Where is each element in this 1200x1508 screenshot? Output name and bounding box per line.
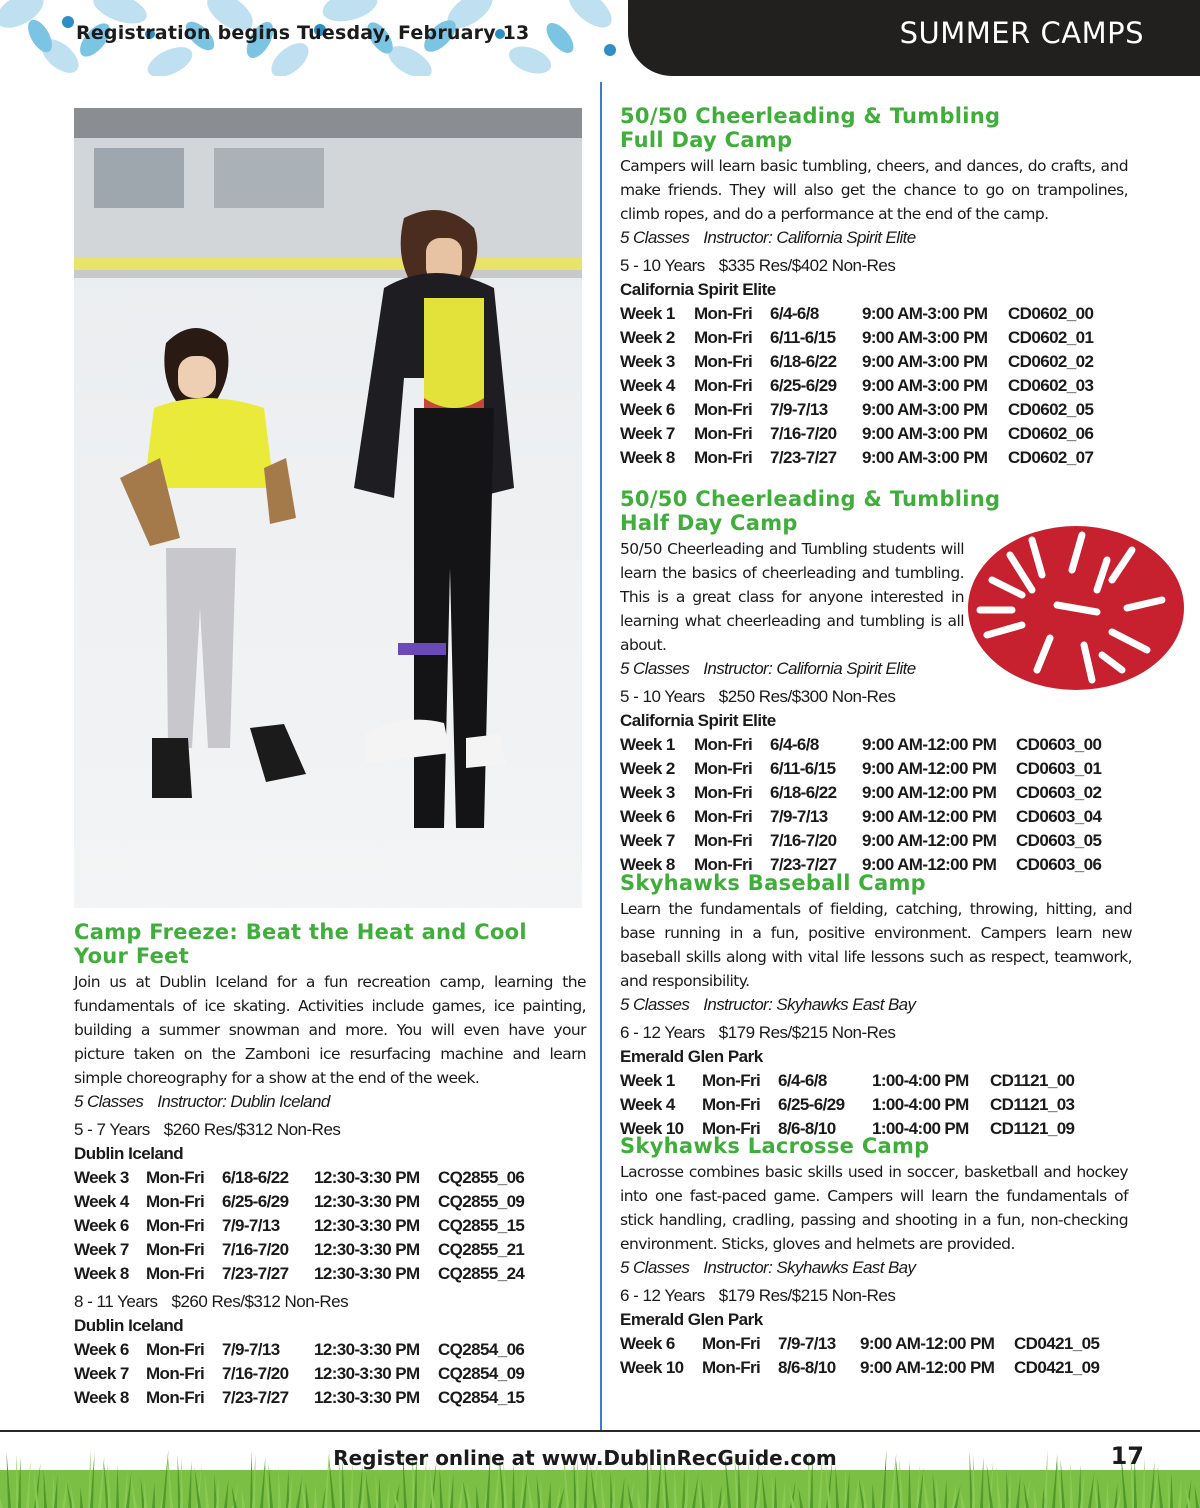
schedule-days: Mon-Fri [702,1071,761,1090]
schedule-row [620,1093,1074,1117]
schedule-week: Week 3 [74,1168,129,1187]
schedule-course-code[interactable]: CD0421_09 [1014,1358,1100,1377]
schedule-time: 12:30-3:30 PM [314,1168,420,1187]
cheer-full-day-section [620,104,1128,470]
schedule-dates: 7/16-7/20 [222,1364,289,1383]
schedule-row [74,1214,524,1238]
schedule-row [620,302,1093,326]
schedule-week: Week 8 [620,855,675,874]
schedule-time: 9:00 AM-3:00 PM [862,328,988,347]
schedule-days: Mon-Fri [146,1388,205,1407]
fee: $335 Res/$402 Non-Res [718,256,896,275]
pompom-image [962,520,1190,695]
schedule-course-code[interactable]: CD0602_01 [1008,328,1094,347]
schedule-week: Week 2 [620,759,675,778]
baseball-camp-title: Skyhawks Baseball Camp [620,871,927,895]
schedule-time: 9:00 AM-3:00 PM [862,352,988,371]
schedule-week: Week 6 [620,400,675,419]
schedule-days: Mon-Fri [694,448,753,467]
schedule-week: Week 2 [620,328,675,347]
schedule-week: Week 8 [74,1388,129,1407]
schedule-time: 9:00 AM-12:00 PM [862,759,997,778]
schedule-row [74,1338,524,1362]
age-and-fee [74,1290,586,1314]
schedule-row [620,1069,1074,1093]
camp-freeze-schedule [74,1118,586,1410]
registration-date-banner: Registration begins Tuesday, February 13 [76,22,530,44]
schedule-time: 1:00-4:00 PM [872,1119,969,1138]
schedule-course-code[interactable]: CQ2855_06 [438,1168,525,1187]
schedule-table [620,733,1101,877]
schedule-days: Mon-Fri [694,831,753,850]
schedule-days: Mon-Fri [694,424,753,443]
schedule-course-code[interactable]: CD0602_05 [1008,400,1094,419]
class-count: 5 Classes [74,1092,144,1111]
schedule-time: 12:30-3:30 PM [314,1388,420,1407]
schedule-days: Mon-Fri [694,855,753,874]
age-and-fee [620,254,1128,278]
schedule-time: 9:00 AM-3:00 PM [862,448,988,467]
instructor: Instructor: Dublin Iceland [157,1092,330,1111]
camp-freeze-class-info [74,1090,586,1114]
schedule-dates: 6/4-6/8 [778,1071,827,1090]
schedule-row [74,1238,524,1262]
schedule-row [74,1166,524,1190]
schedule-dates: 6/25-6/29 [222,1192,289,1211]
location: Emerald Glen Park [620,1310,763,1329]
schedule-week: Week 7 [74,1364,129,1383]
schedule-week: Week 4 [620,1095,675,1114]
location: Dublin Iceland [74,1144,184,1163]
schedule-dates: 6/18-6/22 [770,352,837,371]
location: Dublin Iceland [74,1316,184,1335]
schedule-course-code[interactable]: CD0421_05 [1014,1334,1100,1353]
schedule-time: 9:00 AM-3:00 PM [862,424,988,443]
schedule-week: Week 7 [620,424,675,443]
schedule-row [620,757,1101,781]
schedule-dates: 7/9-7/13 [770,807,828,826]
title-line-2: Your Feet [74,944,190,968]
age-range: 6 - 12 Years [620,1023,705,1042]
schedule-days: Mon-Fri [146,1168,205,1187]
schedule-dates: 6/18-6/22 [222,1168,289,1187]
title-line-2: Full Day Camp [620,128,793,152]
schedule-days: Mon-Fri [146,1340,205,1359]
schedule-time: 9:00 AM-3:00 PM [862,376,988,395]
schedule-dates: 6/11-6/15 [770,328,836,347]
schedule-days: Mon-Fri [702,1119,761,1138]
schedule-course-code[interactable]: CQ2855_21 [438,1240,525,1259]
schedule-course-code[interactable]: CQ2855_09 [438,1192,525,1211]
schedule-dates: 6/4-6/8 [770,735,819,754]
schedule-dates: 8/6-8/10 [778,1119,836,1138]
schedule-course-code[interactable]: CD0603_02 [1016,783,1102,802]
schedule-dates: 7/9-7/13 [778,1334,836,1353]
schedule-row [74,1190,524,1214]
column-divider [600,82,602,1430]
schedule-week: Week 10 [620,1119,684,1138]
schedule-dates: 7/23-7/27 [770,855,837,874]
schedule-days: Mon-Fri [694,304,753,323]
schedule-time: 12:30-3:30 PM [314,1364,420,1383]
lacrosse-camp-class-info [620,1256,1128,1280]
class-count: 5 Classes [620,1258,690,1277]
schedule-course-code[interactable]: CD0602_07 [1008,448,1094,467]
schedule-course-code[interactable]: CQ2854_15 [438,1388,525,1407]
schedule-row [74,1262,524,1286]
title-line-1: 50/50 Cheerleading & Tumbling [620,104,1001,128]
schedule-row [620,733,1101,757]
location: California Spirit Elite [620,280,776,299]
title-line-2: Half Day Camp [620,511,798,535]
schedule-course-code[interactable]: CQ2854_06 [438,1340,525,1359]
schedule-course-code[interactable]: CQ2855_15 [438,1216,525,1235]
schedule-time: 9:00 AM-12:00 PM [862,855,997,874]
schedule-time: 9:00 AM-12:00 PM [862,807,997,826]
schedule-row [74,1362,524,1386]
lacrosse-camp-title: Skyhawks Lacrosse Camp [620,1134,930,1158]
schedule-time: 9:00 AM-3:00 PM [862,400,988,419]
schedule-week: Week 6 [620,1334,675,1353]
schedule-days: Mon-Fri [694,783,753,802]
cheer-full-day-class-info [620,226,1128,250]
footer-rule [0,1430,1200,1432]
schedule-week: Week 1 [620,304,675,323]
section-tab [628,0,1200,76]
schedule-dates: 6/25-6/29 [770,376,837,395]
lacrosse-camp-section [620,1134,1128,1380]
schedule-week: Week 8 [620,448,675,467]
schedule-course-code[interactable]: CQ2855_24 [438,1264,525,1283]
instructor: Instructor: Skyhawks East Bay [703,995,916,1014]
lacrosse-camp-description: Lacrosse combines basic skills used in soccer, basketball and hockey into one fast-paced game. Campers will learn the fundamentals of stick handling, cradling, passing and shooting in a fun, non-checking environment. Sticks, gloves and helmets are provided. [620,1163,1128,1253]
schedule-row [620,829,1101,853]
schedule-table [620,1332,1099,1380]
camp-freeze-section [74,920,586,1410]
section-tab-label: SUMMER CAMPS [899,16,1144,50]
schedule-dates: 6/11-6/15 [770,759,836,778]
schedule-dates: 7/9-7/13 [222,1216,280,1235]
schedule-time: 12:30-3:30 PM [314,1340,420,1359]
schedule-course-code[interactable]: CD1121_09 [990,1119,1075,1138]
age-range: 5 - 10 Years [620,256,705,275]
schedule-dates: 7/16-7/20 [222,1240,289,1259]
schedule-days: Mon-Fri [694,735,753,754]
instructor: Instructor: Skyhawks East Bay [703,1258,916,1277]
schedule-time: 1:00-4:00 PM [872,1071,969,1090]
schedule-row [620,781,1101,805]
schedule-course-code[interactable]: CD0603_05 [1016,831,1102,850]
schedule-time: 9:00 AM-12:00 PM [860,1334,995,1353]
schedule-days: Mon-Fri [146,1364,205,1383]
baseball-camp-class-info [620,993,1132,1017]
age-range: 5 - 10 Years [620,687,705,706]
class-count: 5 Classes [620,659,690,678]
class-count: 5 Classes [620,228,690,247]
cheer-full-day-description: Campers will learn basic tumbling, cheers, and dances, do crafts, and make friends. They will also get the chance to go on trampolines, climb ropes, and do a performance at the end of the camp. [620,157,1128,223]
location: California Spirit Elite [620,711,776,730]
schedule-course-code[interactable]: CD1121_00 [990,1071,1075,1090]
schedule-course-code[interactable]: CD0602_02 [1008,352,1094,371]
schedule-days: Mon-Fri [146,1192,205,1211]
schedule-week: Week 6 [74,1216,129,1235]
schedule-row [620,1356,1099,1380]
camp-freeze-description: Join us at Dublin Iceland for a fun recreation camp, learning the fundamentals of ice skating. Activities include games, ice painting, building a summer snowman and more. You will even have your picture taken on the Zamboni ice resurfacing machine and learn simple choreography for a show at the end of the week. [74,973,586,1087]
schedule-days: Mon-Fri [146,1216,205,1235]
schedule-table [74,1338,524,1410]
age-range: 5 - 7 Years [74,1120,150,1139]
page-footer [0,1430,1200,1508]
schedule-row [620,326,1093,350]
schedule-row [620,398,1093,422]
schedule-week: Week 10 [620,1358,684,1377]
schedule-days: Mon-Fri [146,1264,205,1283]
schedule-time: 12:30-3:30 PM [314,1264,420,1283]
schedule-course-code[interactable]: CD0602_00 [1008,304,1094,323]
schedule-week: Week 6 [74,1340,129,1359]
schedule-dates: 7/9-7/13 [770,400,828,419]
schedule-time: 12:30-3:30 PM [314,1240,420,1259]
instructor: Instructor: California Spirit Elite [703,228,916,247]
schedule-row [620,805,1101,829]
schedule-dates: 8/6-8/10 [778,1358,836,1377]
schedule-course-code[interactable]: CD0602_03 [1008,376,1094,395]
age-range: 6 - 12 Years [620,1286,705,1305]
instructor: Instructor: California Spirit Elite [703,659,916,678]
schedule-time: 9:00 AM-12:00 PM [860,1358,995,1377]
page-number: 17 [1110,1442,1144,1470]
schedule-row [620,446,1093,470]
register-online-link[interactable]: Register online at www.DublinRecGuide.com [333,1446,837,1470]
schedule-week: Week 4 [74,1192,129,1211]
schedule-week: Week 6 [620,807,675,826]
schedule-week: Week 1 [620,735,675,754]
page-header [0,0,1200,76]
schedule-table [620,1069,1074,1141]
schedule-course-code[interactable]: CD0603_00 [1016,735,1102,754]
age-and-fee [74,1118,586,1142]
schedule-dates: 6/25-6/29 [778,1095,845,1114]
schedule-row [620,422,1093,446]
schedule-days: Mon-Fri [702,1095,761,1114]
schedule-course-code[interactable]: CD0603_01 [1016,759,1102,778]
fee: $260 Res/$312 Non-Res [163,1120,341,1139]
fee: $179 Res/$215 Non-Res [718,1023,896,1042]
schedule-week: Week 7 [620,831,675,850]
schedule-time: 9:00 AM-12:00 PM [862,783,997,802]
title-line-1: 50/50 Cheerleading & Tumbling [620,487,1001,511]
schedule-week: Week 3 [620,783,675,802]
schedule-time: 12:30-3:30 PM [314,1192,420,1211]
schedule-row [620,1332,1099,1356]
schedule-row [620,350,1093,374]
fee: $179 Res/$215 Non-Res [718,1286,896,1305]
cheer-full-day-title [620,104,1128,152]
schedule-course-code[interactable]: CD0602_06 [1008,424,1094,443]
schedule-dates: 6/4-6/8 [770,304,819,323]
class-count: 5 Classes [620,995,690,1014]
schedule-days: Mon-Fri [146,1240,205,1259]
schedule-course-code[interactable]: CD0603_04 [1016,807,1102,826]
schedule-week: Week 8 [74,1264,129,1283]
schedule-table [620,302,1093,470]
schedule-week: Week 1 [620,1071,675,1090]
schedule-dates: 7/9-7/13 [222,1340,280,1359]
schedule-dates: 7/16-7/20 [770,831,837,850]
schedule-days: Mon-Fri [694,352,753,371]
cheer-half-day-description: 50/50 Cheerleading and Tumbling students will learn the basics of cheerleading and tumbling. This is a great class for anyone interested in learning what cheerleading and tumbling is all about. [620,540,964,654]
schedule-dates: 6/18-6/22 [770,783,837,802]
age-and-fee [620,1284,1128,1308]
schedule-week: Week 3 [620,352,675,371]
fee: $260 Res/$312 Non-Res [171,1292,349,1311]
schedule-dates: 7/23-7/27 [222,1264,289,1283]
schedule-time: 12:30-3:30 PM [314,1216,420,1235]
schedule-days: Mon-Fri [694,759,753,778]
schedule-row [620,374,1093,398]
location: Emerald Glen Park [620,1047,763,1066]
schedule-row [74,1386,524,1410]
schedule-time: 9:00 AM-3:00 PM [862,304,988,323]
schedule-days: Mon-Fri [694,376,753,395]
schedule-course-code[interactable]: CD0603_06 [1016,855,1102,874]
schedule-course-code[interactable]: CD1121_03 [990,1095,1075,1114]
schedule-dates: 7/16-7/20 [770,424,837,443]
schedule-time: 1:00-4:00 PM [872,1095,969,1114]
schedule-days: Mon-Fri [702,1358,761,1377]
age-and-fee [620,1021,1132,1045]
schedule-week: Week 7 [74,1240,129,1259]
schedule-days: Mon-Fri [694,400,753,419]
baseball-camp-section [620,871,1132,1141]
ice-skating-photo [74,108,582,908]
schedule-days: Mon-Fri [694,807,753,826]
schedule-time: 9:00 AM-12:00 PM [862,831,997,850]
schedule-week: Week 4 [620,376,675,395]
baseball-camp-description: Learn the fundamentals of fielding, catching, throwing, hitting, and base running in a fun, positive environment. Campers learn new baseball skills along with vital life lessons such as respect, teamwork, and responsibility. [620,900,1132,990]
fee: $250 Res/$300 Non-Res [718,687,896,706]
camp-freeze-title [74,920,586,968]
schedule-course-code[interactable]: CQ2854_09 [438,1364,525,1383]
schedule-dates: 7/23-7/27 [770,448,837,467]
schedule-days: Mon-Fri [702,1334,761,1353]
age-range: 8 - 11 Years [74,1292,158,1311]
title-line-1: Camp Freeze: Beat the Heat and Cool [74,920,527,944]
schedule-dates: 7/23-7/27 [222,1388,289,1407]
schedule-table [74,1166,524,1286]
schedule-time: 9:00 AM-12:00 PM [862,735,997,754]
schedule-days: Mon-Fri [694,328,753,347]
